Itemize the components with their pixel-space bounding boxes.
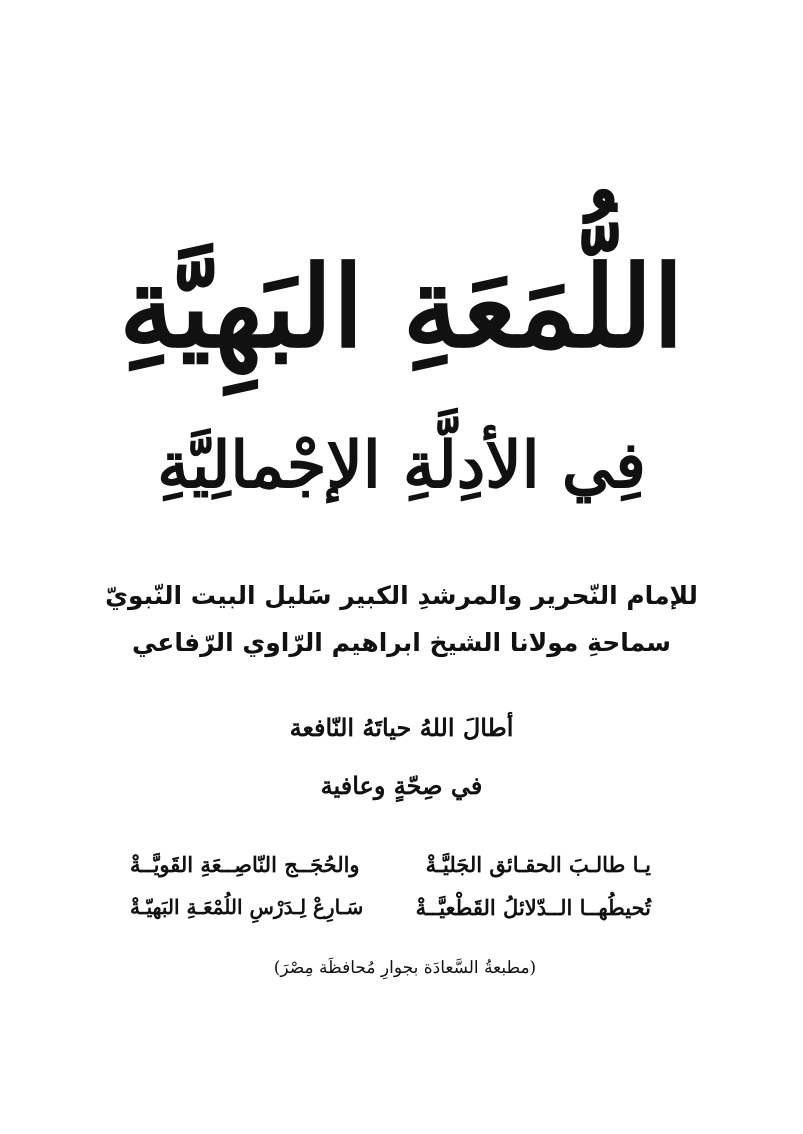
verse-hemistich-right: يـا طالـبَ الحقـائق الجَليَّـةْ: [425, 852, 651, 877]
verse-hemistich-left: سَـارِعْ لِـدَرْسِ اللُمْعَـةِ البَهيّـةْ: [130, 895, 364, 919]
verse-row: [0, 850, 803, 884]
prayer-line-2: في صِحّةٍ وعافية: [320, 771, 483, 800]
author-line-2: سماحةِ مولانا الشيخ ابراهيم الرّاوي الرّفاعي: [132, 628, 671, 657]
prayer-line-1: أطالَ اللهُ حياتَهُ النّافعة: [289, 713, 514, 742]
verse-hemistich-left: والحُجَــج النّاصِــعَةِ القَويَّــةْ: [130, 852, 360, 877]
printing-press-note: (مطبعةُ السَّعادَة بجوارِ مُحافظَة مِصْرَ): [273, 958, 537, 978]
verse-row: [0, 893, 803, 927]
book-subtitle: فِي الأدِلَّةِ الإجْمالِيَّةِ: [157, 428, 646, 503]
verse-hemistich-right: تُحيطُهــا الــدّلائلُ القَطْعيَّــةْ: [415, 895, 651, 920]
author-line-1: للإمام النّحرير والمرشدِ الكبير سَليل البيت النّبويّ: [105, 581, 698, 610]
book-title: اللُّمَعَةِ البَهِيَّةِ: [119, 242, 684, 373]
